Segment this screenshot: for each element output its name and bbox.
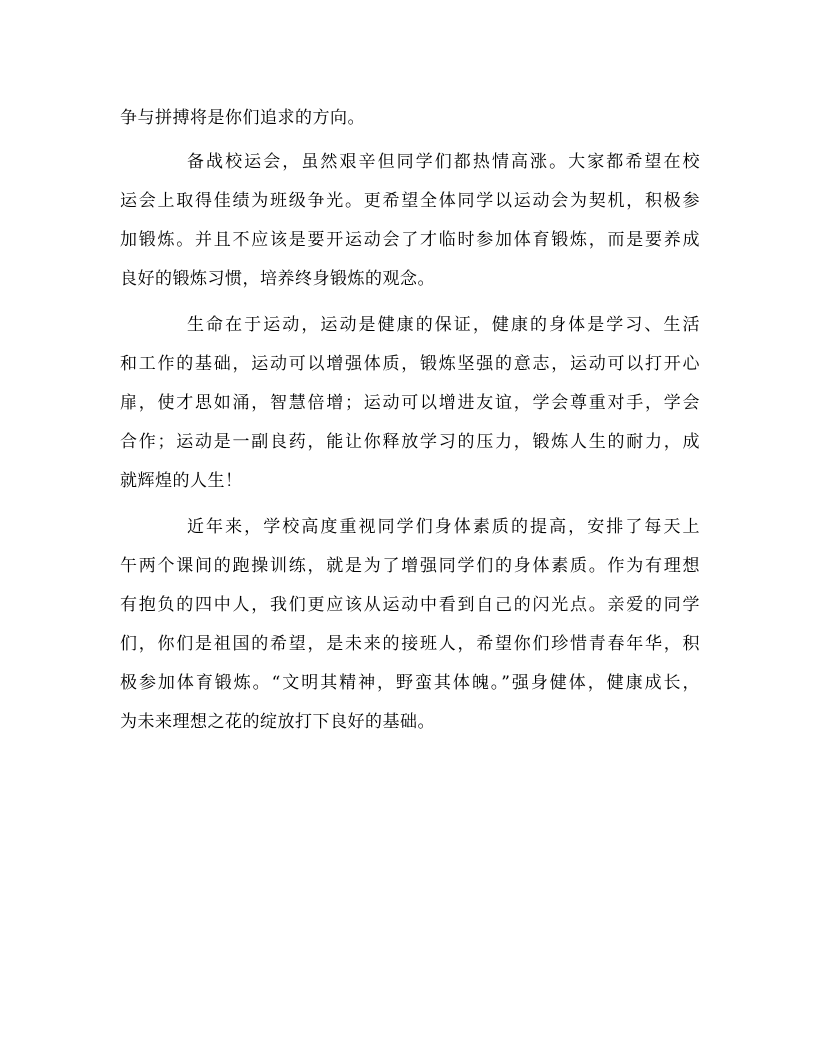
paragraph-first-line: 近年来，学校高度重视同学们身体素质的提高，安排了每天上	[187, 517, 700, 537]
text-line: 加锻炼。并且不应该是要开运动会了才临时参加体育锻炼，而是要养成	[120, 230, 700, 250]
text-line: 极参加体育锻炼。“文明其精神，野蛮其体魄。”强身健体，健康成长，	[120, 673, 700, 693]
text-line: 争与拼搏将是你们追求的方向。	[120, 108, 365, 128]
text-line: 和工作的基础，运动可以增强体质，锻炼坚强的意志，运动可以打开心	[120, 354, 700, 374]
text-line: 们，你们是祖国的希望，是未来的接班人，希望你们珍惜青春年华，积	[120, 634, 700, 654]
text-line: 为未来理想之花的绽放打下良好的基础。	[120, 712, 435, 732]
text-line: 运会上取得佳绩为班级争光。更希望全体同学以运动会为契机，积极参	[120, 191, 700, 211]
text-line: 午两个课间的跑操训练，就是为了增强同学们的身体素质。作为有理想	[120, 556, 700, 576]
text-line: 有抱负的四中人，我们更应该从运动中看到自己的闪光点。亲爱的同学	[120, 595, 700, 615]
paragraph-first-line: 生命在于运动，运动是健康的保证，健康的身体是学习、生活	[187, 315, 700, 335]
text-line: 良好的锻炼习惯，培养终身锻炼的观念。	[120, 269, 435, 289]
paragraph-first-line: 备战校运会，虽然艰辛但同学们都热情高涨。大家都希望在校	[187, 152, 700, 172]
text-line: 就辉煌的人生！	[120, 471, 243, 491]
text-line: 扉，使才思如涌，智慧倍增；运动可以增进友谊，学会尊重对手，学会	[120, 393, 700, 413]
text-line: 合作；运动是一副良药，能让你释放学习的压力，锻炼人生的耐力，成	[120, 432, 700, 452]
